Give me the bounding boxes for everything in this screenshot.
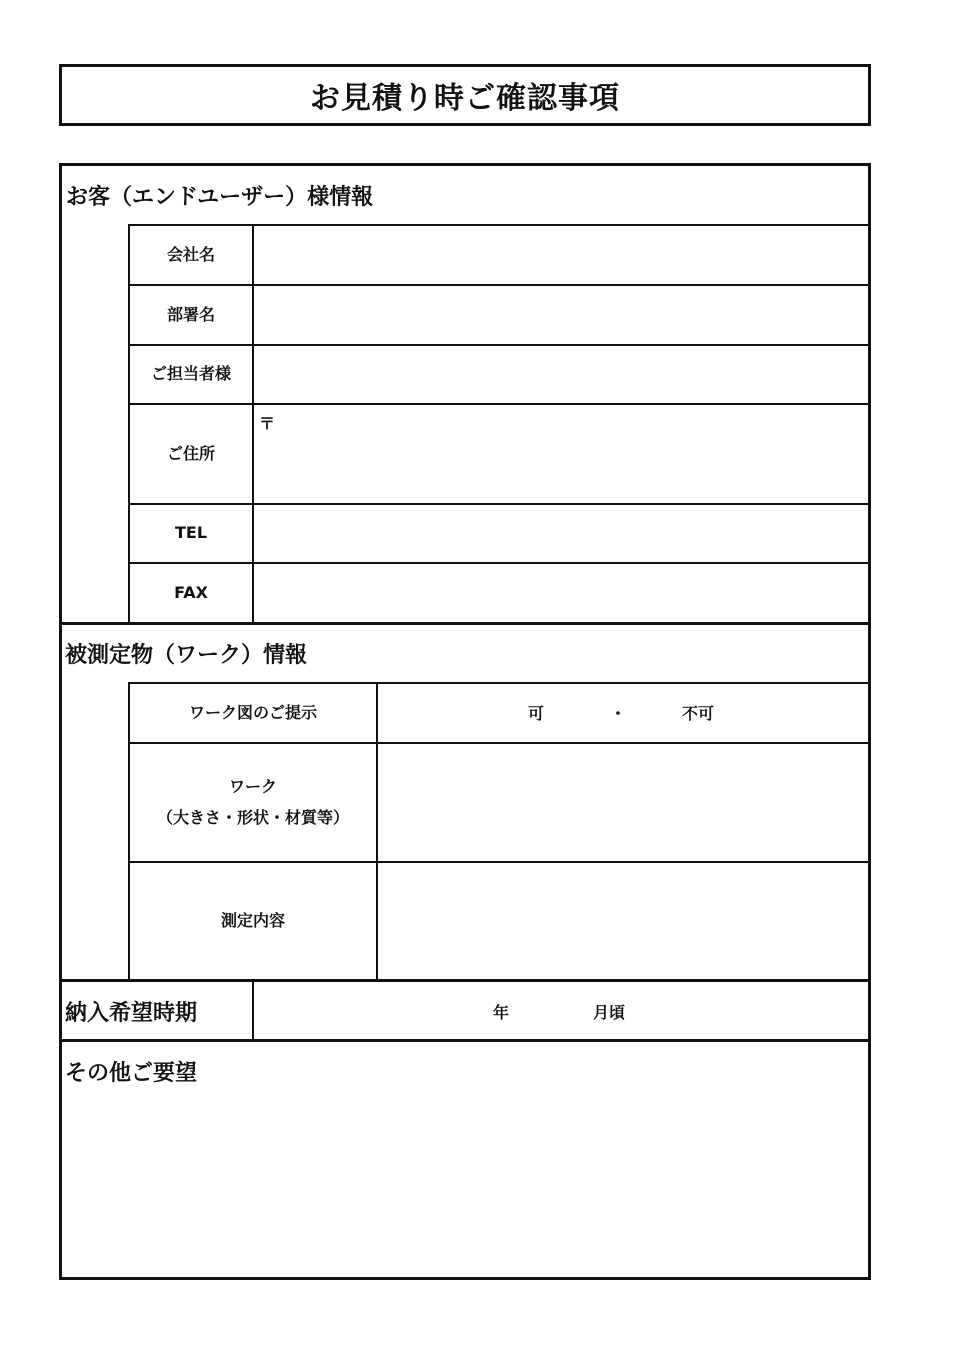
contact-person-label: ご担当者様 [150,364,231,384]
measurement-content-label: 測定内容 [220,910,285,930]
form-frame [59,163,871,1280]
fax-field[interactable] [254,564,871,622]
address-field[interactable] [254,405,871,503]
company-name-field[interactable] [254,226,871,284]
work-details-field[interactable] [378,744,871,861]
address-label: ご住所 [166,443,215,463]
year-unit: 年 [493,1003,510,1022]
tel-field[interactable] [254,505,871,562]
tel-label: TEL [174,523,208,543]
contact-person-field[interactable] [254,346,871,403]
measurement-content-field[interactable] [378,863,871,979]
month-unit: 月頃 [593,1003,626,1022]
other-requests-field[interactable] [62,1096,871,1277]
work-details-label [130,744,376,861]
work-details-label-line1: ワーク [228,777,277,797]
work-details-label-line2: （大きさ・形状・材質等） [156,807,349,827]
work-drawing-options [378,684,871,742]
form-title: お見積り時ご確認事項 [310,81,620,116]
work-drawing-label: ワーク図のご提示 [188,702,317,722]
company-name-label: 会社名 [166,244,215,264]
other-requests-heading: その他ご要望 [65,1061,198,1086]
customer-section-heading: お客（エンドユーザー）様情報 [66,185,374,210]
delivery-heading: 納入希望時期 [65,1001,198,1026]
option-no[interactable]: 不可 [682,704,715,723]
postal-mark: 〒 [259,414,276,433]
department-label: 部署名 [166,304,215,324]
form-title-box [59,64,871,126]
work-section-heading: 被測定物（ワーク）情報 [65,643,308,668]
option-yes[interactable]: 可 [528,704,545,723]
delivery-date-field[interactable] [254,982,871,1039]
fax-label: FAX [174,582,208,602]
department-field[interactable] [254,286,871,344]
option-separator: ・ [610,704,627,723]
